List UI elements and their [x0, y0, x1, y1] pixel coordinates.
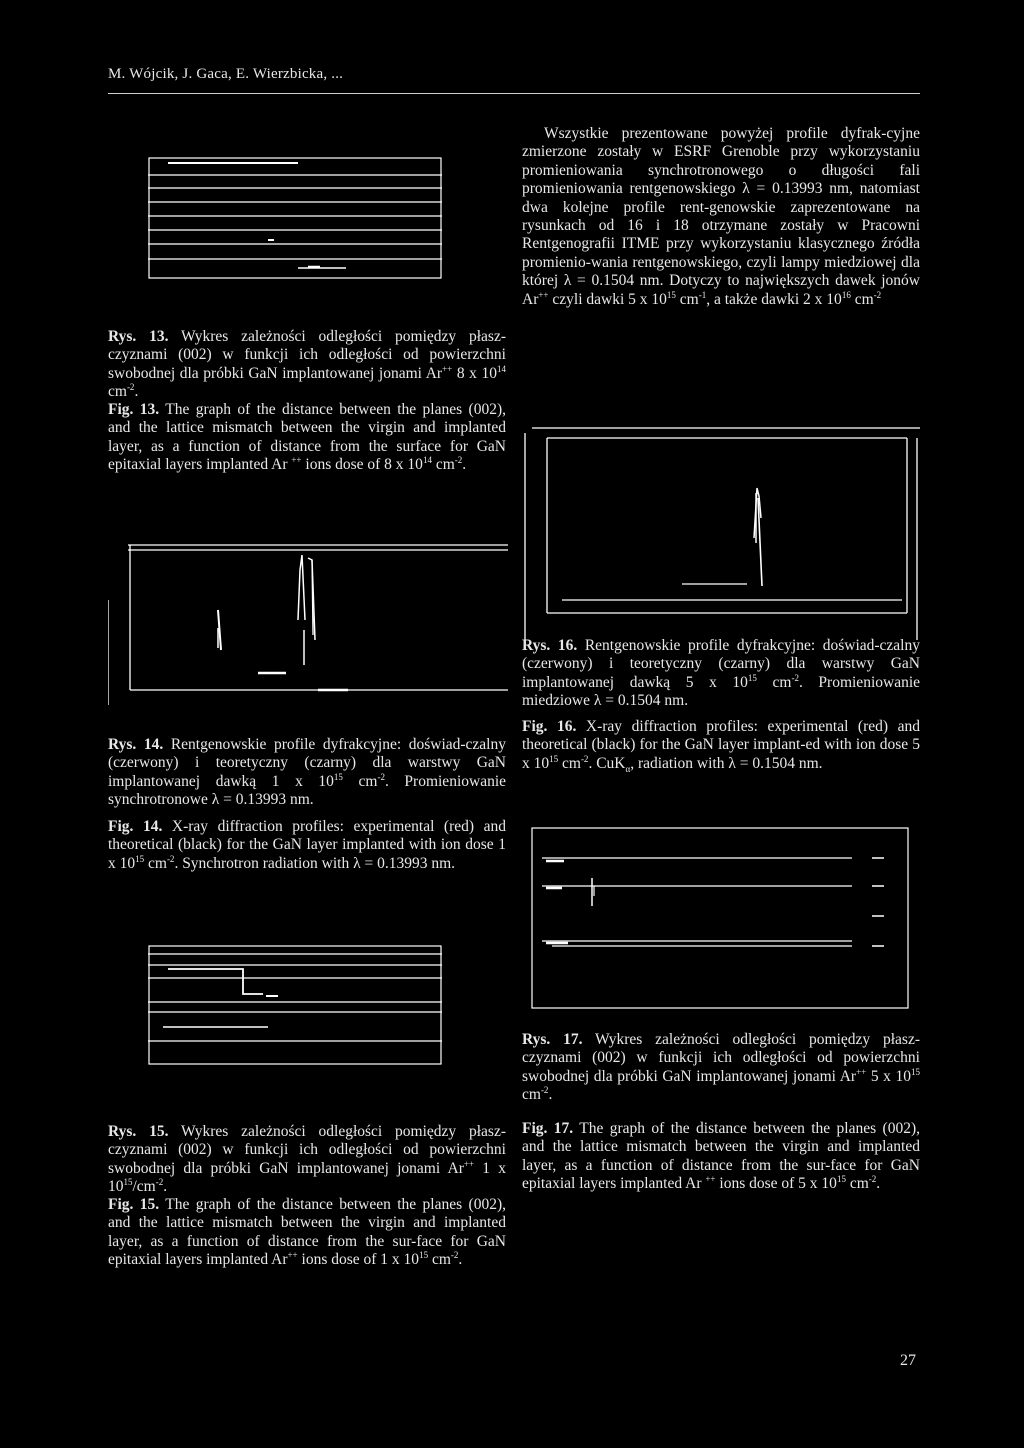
caption-fig-15: Fig. 15. The graph of the distance between the planes (002), and the lattice mismatch between the virgin and implanted layer, as a function of distance from the sur-face for GaN epitaxial layers implanted Ar++ ions dose of 1 x $10^{15}$ $cm^{-2}$.: [108, 1196, 506, 1269]
figure-14-plot: [108, 540, 510, 710]
caption-rys-13: Rys. 13. Wykres zależności odległości pomiędzy płasz-czyznami (002) w funkcji ich odległości od powierzchni swobodnej dla próbki GaN implantowanej jonami Ar++ 8 x $10^{14}$ $cm^{-2}$.: [108, 328, 506, 401]
page-number: 27: [900, 1352, 916, 1369]
intro-paragraph: Wszystkie prezentowane powyżej profile dyfrak-cyjne zmierzone zostały w ESRF Grenoble przy wykorzystaniu promieniowania synchrotronowego o długości fali promieniowania rentgenowskiego λ = 0.13993 nm, natomiast dwa kolejne profile rent-genowskie zaprezentowane na rysunkach od 16 i 18 otrzymane zostały w Pracowni Rentgenografii ITME przy wykorzystaniu klasycznego źródła promienio-wania rentgenowskiego, czyli lampy miedziowej dla której λ = 0.1504 nm. Dotyczy to największych dawek jonów Ar++ czyli dawki 5 x $10^{15}$ $cm^{-1}$, a także dawki 2 x $10^{16}$ $cm^{-2}$: [522, 125, 920, 308]
figure-17: [522, 826, 922, 1016]
figure-13: [148, 155, 443, 285]
figure-15: [148, 942, 443, 1072]
figure-15-plot: [148, 942, 443, 1072]
caption-fig-13: Fig. 13. The graph of the distance between the planes (002), and the lattice mismatch between the virgin and implanted layer, as a function of distance from the surface for GaN epitaxial layers implanted Ar ++ ions dose of 8 x $10^{14}$ $cm^{-2}$.: [108, 401, 506, 474]
figure-16-plot: [522, 418, 922, 640]
caption-rys-16: Rys. 16. Rentgenowskie profile dyfrakcyjne: doświad-czalny (czerwony) i teoretyczny (czarny) dla warstwy GaN implantowanej dawką 5 x $10^{15}$ $cm^{-2}$. Promieniowanie miedziowe λ = 0.1504 nm.: [522, 637, 921, 710]
caption-fig-17: Fig. 17. The graph of the distance between the planes (002), and the lattice mismatch between the virgin and implanted layer, as a function of distance from the sur-face for GaN epitaxial layers implanted Ar ++ ions dose of 5 x $10^{15}$ $cm^{-2}$.: [522, 1120, 920, 1193]
figure-16: [522, 418, 922, 640]
caption-rys-17: Rys. 17. Wykres zależności odległości pomiędzy płasz-czyznami (002) w funkcji ich odległości od powierzchni swobodnej dla próbki GaN implantowanej jonami Ar++ 5 x $10^{15}$ $cm^{-2}$.: [522, 1031, 920, 1104]
figure-17-plot: [522, 826, 922, 1016]
figure-14: [108, 540, 510, 710]
figure-13-plot: [148, 155, 443, 285]
caption-fig-16: Fig. 16. X-ray diffraction profiles: experimental (red) and theoretical (black) for the GaN layer implant-ed with ion dose 5 x $10^{15}$ $cm^{-2}$. CuK$_\alpha$, radiation with λ = 0.1504 nm.: [522, 718, 920, 774]
caption-fig-14: Fig. 14. X-ray diffraction profiles: experimental (red) and theoretical (black) for the GaN layer implanted with ion dose 1 x $10^{15}$ $cm^{-2}$. Synchrotron radiation with λ = 0.13993 nm.: [108, 818, 506, 872]
running-head: M. Wójcik, J. Gaca, E. Wierzbicka, ...: [108, 66, 344, 82]
caption-rys-15: Rys. 15. Wykres zależności odległości pomiędzy płasz-czyznami (002) w funkcji ich odległości od powierzchni swobodnej dla próbki GaN implantowanej jonami Ar++ 1 x $10^{15}/cm^{-2}$.: [108, 1123, 507, 1196]
caption-rys-14: Rys. 14. Rentgenowskie profile dyfrakcyjne: doświad-czalny (czerwony) i teoretyczny (czarny) dla warstwy GaN implantowanej dawką 1 x $10^{15}$ $cm^{-2}$. Promieniowanie synchrotronowe λ = 0.13993 nm.: [108, 736, 507, 809]
header-rule: [108, 93, 920, 94]
